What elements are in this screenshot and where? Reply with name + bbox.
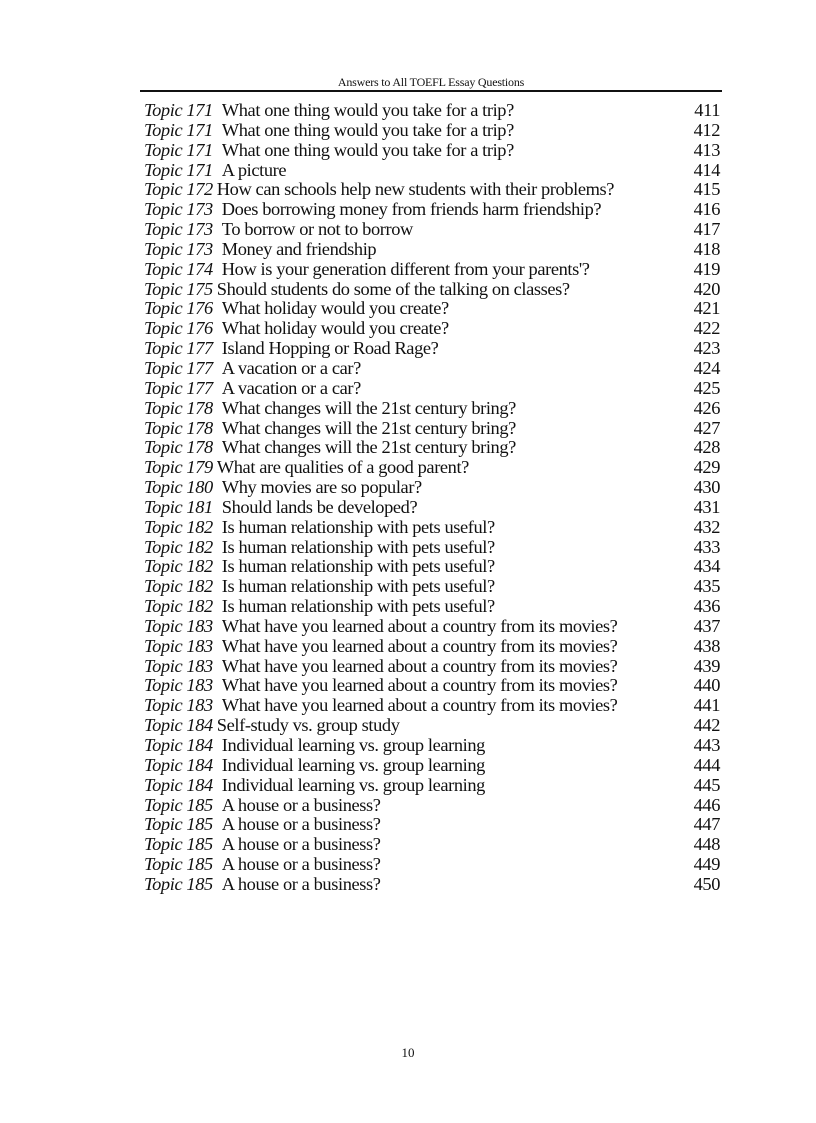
entry-title: Self-study vs. group study	[216, 716, 400, 736]
toc-entry[interactable]	[144, 200, 720, 220]
topic-label: Topic 177	[144, 357, 213, 378]
topic-label: Topic 183	[144, 615, 213, 636]
page-number: 447	[693, 814, 720, 835]
topic-label: Topic 183	[144, 655, 213, 676]
topic-label: Topic 185	[144, 834, 213, 855]
entry-title: A house or a business?	[221, 855, 381, 875]
entry-title: What changes will the 21st century bring?	[221, 438, 516, 458]
topic-label: Topic 171	[144, 139, 213, 160]
page-number: 443	[693, 735, 720, 755]
entry-title: A house or a business?	[221, 795, 381, 815]
topic-label: Topic 178	[144, 417, 213, 438]
entry-title: What holiday would you create?	[221, 319, 449, 339]
entry-title: Should students do some of the talking on classes?	[216, 279, 570, 299]
toc-entry[interactable]	[144, 696, 720, 716]
topic-label: Topic 185	[144, 873, 213, 894]
topic-label: Topic 173	[144, 199, 213, 220]
entry-title: Is human relationship with pets useful?	[221, 517, 495, 537]
topic-label: Topic 178	[144, 437, 213, 458]
topic-label: Topic 184	[144, 754, 213, 775]
page-number: 445	[693, 774, 720, 795]
topic-label: Topic 183	[144, 635, 213, 656]
page-number: 448	[693, 834, 720, 855]
entry-title: How can schools help new students with their problems?	[216, 180, 615, 200]
page-number: 416	[693, 199, 720, 220]
toc-entry[interactable]	[144, 518, 720, 538]
toc-entry[interactable]	[144, 419, 720, 439]
entry-title: What changes will the 21st century bring?	[221, 418, 516, 438]
running-header: Answers to All TOEFL Essay Questions	[337, 75, 525, 89]
entry-title: Money and friendship	[221, 239, 377, 259]
toc-entry[interactable]	[144, 260, 720, 280]
entry-title: What changes will the 21st century bring?	[221, 398, 516, 418]
page-number: 439	[693, 655, 720, 676]
topic-label: Topic 183	[144, 675, 213, 696]
entry-title: To borrow or not to borrow	[221, 220, 413, 240]
page-number: 434	[693, 556, 720, 577]
topic-label: Topic 176	[144, 318, 213, 339]
entry-title: What holiday would you create?	[221, 299, 449, 319]
entry-title: What one thing would you take for a trip?	[221, 120, 514, 140]
toc-entry[interactable]	[144, 617, 720, 637]
entry-title: What have you learned about a country from its movies?	[221, 696, 618, 716]
toc-entry[interactable]	[144, 855, 720, 875]
entry-title: What one thing would you take for a trip?	[221, 140, 514, 160]
page-number: 424	[693, 357, 720, 378]
toc-entry[interactable]	[144, 756, 720, 776]
entry-title: A vacation or a car?	[221, 358, 361, 378]
header-rule	[140, 90, 722, 92]
entry-title: Should lands be developed?	[221, 497, 418, 517]
toc-entry[interactable]	[144, 478, 720, 498]
topic-label: Topic 172	[144, 179, 213, 200]
page-number: 417	[693, 219, 720, 240]
toc-entry[interactable]	[144, 101, 720, 121]
page-number: 437	[693, 615, 720, 636]
page-number: 429	[693, 457, 720, 478]
page-number: 423	[693, 338, 720, 359]
toc-entry[interactable]	[144, 557, 720, 577]
toc-entry[interactable]	[144, 597, 720, 617]
entry-title: A house or a business?	[221, 874, 381, 894]
page-number: 415	[693, 179, 720, 200]
topic-label: Topic 182	[144, 536, 213, 557]
toc-entry[interactable]	[144, 220, 720, 240]
toc-entry[interactable]	[144, 538, 720, 558]
entry-title: How is your generation different from your parents'?	[221, 259, 590, 279]
page-number: 433	[693, 536, 720, 557]
toc-entry[interactable]	[144, 498, 720, 518]
page-number: 413	[693, 139, 720, 160]
entry-title: Is human relationship with pets useful?	[221, 597, 495, 617]
entry-title: What have you learned about a country from its movies?	[221, 676, 618, 696]
toc-entry[interactable]	[144, 379, 720, 399]
page-number: 421	[693, 298, 720, 319]
table-of-contents	[144, 101, 720, 895]
page-number: 436	[693, 596, 720, 617]
entry-title: Why movies are so popular?	[221, 478, 422, 498]
topic-label: Topic 174	[144, 258, 213, 279]
topic-label: Topic 185	[144, 814, 213, 835]
entry-title: What are qualities of a good parent?	[216, 458, 469, 478]
topic-label: Topic 180	[144, 477, 213, 498]
toc-entry[interactable]	[144, 796, 720, 816]
toc-entry[interactable]	[144, 359, 720, 379]
page-number: 420	[693, 278, 720, 299]
topic-label: Topic 179	[144, 457, 213, 478]
topic-label: Topic 184	[144, 774, 213, 795]
entry-title: What one thing would you take for a trip?	[221, 101, 514, 120]
page-number: 414	[693, 159, 720, 180]
toc-entry[interactable]	[144, 339, 720, 359]
entry-title: Does borrowing money from friends harm friendship?	[221, 200, 602, 220]
toc-entry[interactable]	[144, 776, 720, 796]
topic-label: Topic 175	[144, 278, 213, 299]
toc-entry[interactable]	[144, 736, 720, 756]
toc-entry[interactable]	[144, 657, 720, 677]
page-number: 450	[693, 873, 720, 894]
toc-entry[interactable]	[144, 875, 720, 895]
topic-label: Topic 173	[144, 238, 213, 259]
page-number: 435	[693, 576, 720, 597]
toc-entry[interactable]	[144, 676, 720, 696]
toc-entry[interactable]	[144, 399, 720, 419]
entry-title: What have you learned about a country from its movies?	[221, 636, 618, 656]
topic-label: Topic 183	[144, 695, 213, 716]
entry-title: A house or a business?	[221, 815, 381, 835]
toc-entry[interactable]	[144, 141, 720, 161]
page-number: 425	[693, 377, 720, 398]
entry-title: Is human relationship with pets useful?	[221, 537, 495, 557]
page-number: 430	[693, 477, 720, 498]
toc-entry[interactable]	[144, 240, 720, 260]
entry-title: Is human relationship with pets useful?	[221, 577, 495, 597]
topic-label: Topic 184	[144, 735, 213, 755]
toc-entry[interactable]	[144, 577, 720, 597]
topic-label: Topic 182	[144, 556, 213, 577]
entry-title: What have you learned about a country from its movies?	[221, 616, 618, 636]
page-number: 442	[693, 715, 720, 736]
toc-entry[interactable]	[144, 161, 720, 181]
entry-title: A picture	[221, 160, 287, 180]
toc-entry[interactable]	[144, 280, 720, 300]
topic-label: Topic 171	[144, 159, 213, 180]
page-number: 426	[693, 397, 720, 418]
entry-title: Individual learning vs. group learning	[221, 775, 485, 795]
topic-label: Topic 178	[144, 397, 213, 418]
entry-title: Island Hopping or Road Rage?	[221, 339, 439, 359]
page-number: 446	[693, 794, 720, 815]
toc-entry[interactable]	[144, 835, 720, 855]
page-number: 419	[693, 258, 720, 279]
topic-label: Topic 181	[144, 496, 213, 517]
page-number: 440	[693, 675, 720, 696]
page-number: 427	[693, 417, 720, 438]
toc-entry[interactable]	[144, 815, 720, 835]
topic-label: Topic 182	[144, 596, 213, 617]
entry-title: Is human relationship with pets useful?	[221, 557, 495, 577]
page-number: 449	[693, 854, 720, 875]
entry-title: Individual learning vs. group learning	[221, 755, 485, 775]
entry-title: Individual learning vs. group learning	[221, 736, 485, 755]
toc-entry[interactable]	[144, 180, 720, 200]
page-number: 428	[693, 437, 720, 458]
page-number: 441	[693, 695, 720, 716]
toc-entry[interactable]	[144, 299, 720, 319]
page-number: 431	[693, 496, 720, 517]
page-number: 422	[693, 318, 720, 339]
toc-entry[interactable]	[144, 637, 720, 657]
topic-label: Topic 182	[144, 516, 213, 537]
topic-label: Topic 177	[144, 377, 213, 398]
entry-title: A house or a business?	[221, 835, 381, 855]
topic-label: Topic 171	[144, 119, 213, 140]
topic-label: Topic 173	[144, 219, 213, 240]
entry-title: What have you learned about a country from its movies?	[221, 656, 618, 676]
topic-label: Topic 185	[144, 854, 213, 875]
page-number: 444	[693, 754, 720, 775]
page-number: 438	[693, 635, 720, 656]
toc-entry[interactable]	[144, 716, 720, 736]
topic-label: Topic 182	[144, 576, 213, 597]
toc-entry[interactable]	[144, 438, 720, 458]
topic-label: Topic 185	[144, 794, 213, 815]
toc-entry[interactable]	[144, 458, 720, 478]
entry-title: A vacation or a car?	[221, 378, 361, 398]
page-footer-number: 10	[401, 1045, 415, 1060]
topic-label: Topic 176	[144, 298, 213, 319]
toc-entry[interactable]	[144, 121, 720, 141]
page-number: 412	[693, 119, 720, 140]
topic-label: Topic 177	[144, 338, 213, 359]
topic-label: Topic 171	[144, 100, 213, 120]
page-number: 411	[694, 100, 720, 120]
toc-entry[interactable]	[144, 319, 720, 339]
page-number: 432	[693, 516, 720, 537]
page-number: 418	[693, 238, 720, 259]
topic-label: Topic 184	[144, 715, 213, 736]
